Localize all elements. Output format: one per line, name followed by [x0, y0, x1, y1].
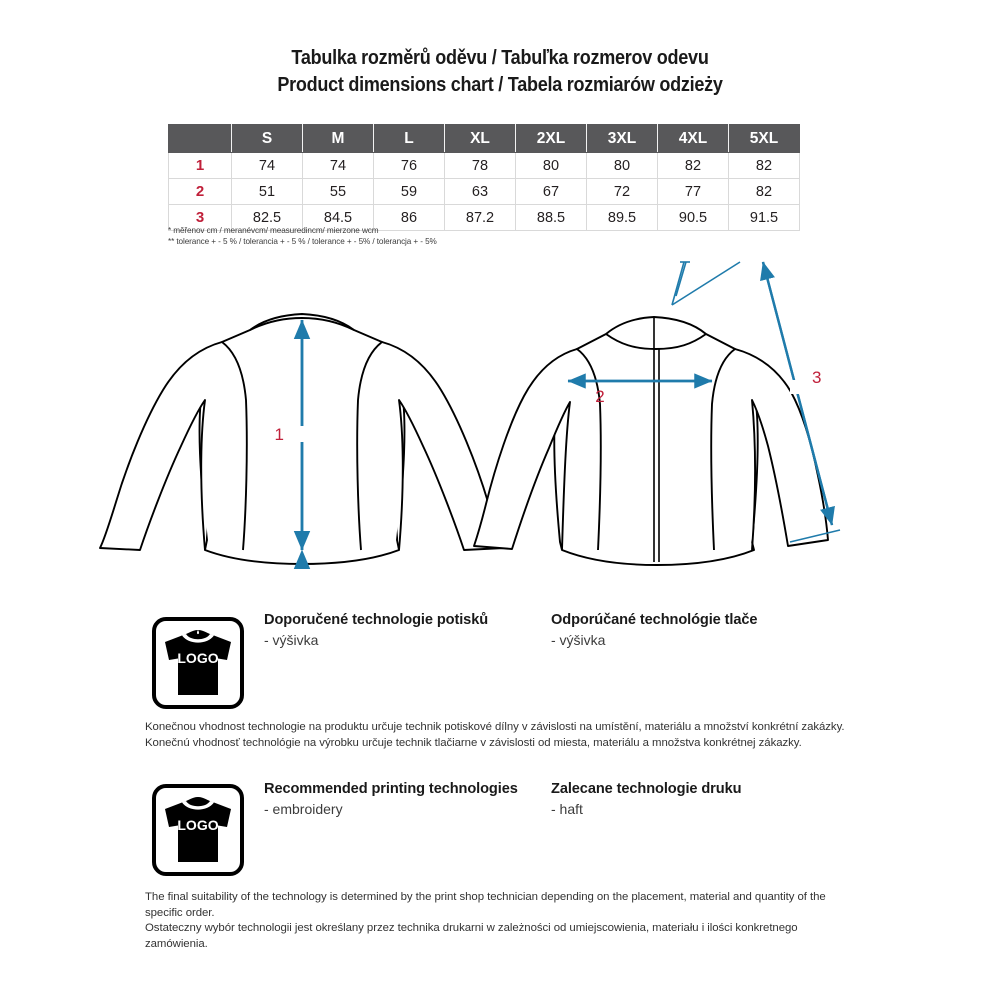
back-left-sleeve	[100, 342, 222, 550]
table-header-row	[169, 125, 800, 153]
footnote-measure-units: * měřenov cm / meranévcm/ measuredincm/ mierzone wcm	[168, 226, 379, 235]
tshirt-glyph-top	[156, 621, 240, 705]
cell-r2-3xl: 72	[587, 179, 658, 205]
cell-r2-4xl: 77	[658, 179, 729, 205]
cell-r3-4xl: 90.5	[658, 205, 729, 231]
column-header-3xl: 3XL	[587, 125, 658, 153]
cell-r3-s: 82.5	[232, 205, 303, 231]
column-header-xl: XL	[445, 125, 516, 153]
column-header-5xl: 5XL	[729, 125, 800, 153]
tech-note-pl-1: Ostateczny wybór technologii jest określany przez technika drukarni w zależności od umiejscowienia, materiału i ilości konkretnego	[145, 922, 798, 934]
measure-1-label: 1	[274, 425, 284, 444]
tech-note-en-1: The final suitability of the technology is determined by the print shop technician depending on the placement, material and quantity of the	[145, 891, 826, 903]
cell-r1-m: 74	[303, 153, 374, 179]
measure-3-gap	[790, 380, 804, 394]
tech-heading-sk-title: Odporúčané technológie tlače	[551, 612, 758, 628]
column-header-s: S	[232, 125, 303, 153]
tech-note-sk: Konečnú vhodnosť technológie na výrobku určuje technik tlačiarne v závislosti od miesta, materiálu a množstva konkrétnej zákazky.	[145, 736, 802, 749]
row-label-2: 2	[169, 179, 232, 205]
title-line-en-pl: Product dimensions chart / Tabela rozmiarów odzieży	[277, 73, 723, 96]
column-header-m: M	[303, 125, 374, 153]
cell-r2-xl: 63	[445, 179, 516, 205]
table-footnotes	[168, 225, 437, 247]
cell-r2-2xl: 67	[516, 179, 587, 205]
tech-heading-cs-sub: - výšivka	[264, 632, 319, 648]
tech-note-en-pl	[145, 890, 875, 952]
garment-front-view	[474, 317, 828, 565]
cell-r3-3xl: 89.5	[587, 205, 658, 231]
tshirt-icon-frame-top	[152, 617, 244, 709]
tech-heading-en	[264, 779, 544, 819]
page-title	[0, 44, 1000, 98]
size-chart-table	[168, 124, 800, 231]
garment-svg	[0, 250, 1000, 570]
tshirt-logo-text-bottom: LOGO	[177, 817, 219, 833]
table-row	[169, 179, 800, 205]
title-line-cs-sk: Tabulka rozměrů oděvu / Tabuľka rozmerov odevu	[291, 46, 709, 69]
cell-r2-5xl: 82	[729, 179, 800, 205]
tech-heading-cs	[264, 610, 534, 650]
tech-note-en-2: specific order.	[145, 906, 215, 919]
column-header-2xl: 2XL	[516, 125, 587, 153]
tshirt-logo-icon-top	[152, 617, 244, 709]
cell-r1-l: 76	[374, 153, 445, 179]
measure-2-label: 2	[595, 387, 605, 406]
cell-r1-2xl: 80	[516, 153, 587, 179]
cell-r1-xl: 78	[445, 153, 516, 179]
tshirt-logo-icon-bottom	[152, 784, 244, 876]
front-body-outline	[554, 317, 758, 565]
cell-r3-xl: 87.2	[445, 205, 516, 231]
tech-heading-en-title: Recommended printing technologies	[264, 781, 518, 797]
column-header-4xl: 4XL	[658, 125, 729, 153]
row-label-3: 3	[169, 205, 232, 231]
cell-r3-2xl: 88.5	[516, 205, 587, 231]
tshirt-glyph-bottom	[156, 788, 240, 872]
tshirt-logo-text-top: LOGO	[177, 650, 219, 666]
footnote-tolerance: ** tolerance + - 5 % / tolerancia + - 5 % / tolerance + - 5% / tolerancja + - 5%	[168, 237, 437, 246]
cell-r2-l: 59	[374, 179, 445, 205]
tech-heading-en-sub: - embroidery	[264, 801, 343, 817]
tech-heading-sk-sub: - výšivka	[551, 632, 606, 648]
tech-note-cs: Konečnou vhodnost technologie na produktu určuje technik potiskové dílny v závislosti na umístění, materiálu a množství konkrétní zakázky.	[145, 721, 845, 733]
garment-diagrams	[0, 250, 1000, 570]
tech-heading-pl-sub: - haft	[551, 801, 583, 817]
tech-heading-pl-title: Zalecane technologie druku	[551, 781, 742, 797]
cell-r1-s: 74	[232, 153, 303, 179]
tech-heading-sk	[551, 610, 851, 650]
tech-note-pl-2: zamówienia.	[145, 937, 208, 950]
measure-3-leader-top-b	[676, 262, 686, 296]
tech-note-cs-sk	[145, 720, 875, 751]
cell-r1-3xl: 80	[587, 153, 658, 179]
measure-1-gap	[294, 426, 310, 442]
table-corner-cell	[169, 125, 232, 153]
cell-r2-s: 51	[232, 179, 303, 205]
cell-r2-m: 55	[303, 179, 374, 205]
cell-r3-5xl: 91.5	[729, 205, 800, 231]
table-row	[169, 153, 800, 179]
column-header-l: L	[374, 125, 445, 153]
cell-r1-5xl: 82	[729, 153, 800, 179]
tech-heading-cs-title: Doporučené technologie potisků	[264, 612, 489, 628]
row-label-1: 1	[169, 153, 232, 179]
measure-3-label: 3	[812, 368, 822, 387]
tshirt-icon-frame-bottom	[152, 784, 244, 876]
tech-heading-pl	[551, 779, 851, 819]
cell-r1-4xl: 82	[658, 153, 729, 179]
cell-r3-l: 86	[374, 205, 445, 231]
cell-r3-m: 84.5	[303, 205, 374, 231]
